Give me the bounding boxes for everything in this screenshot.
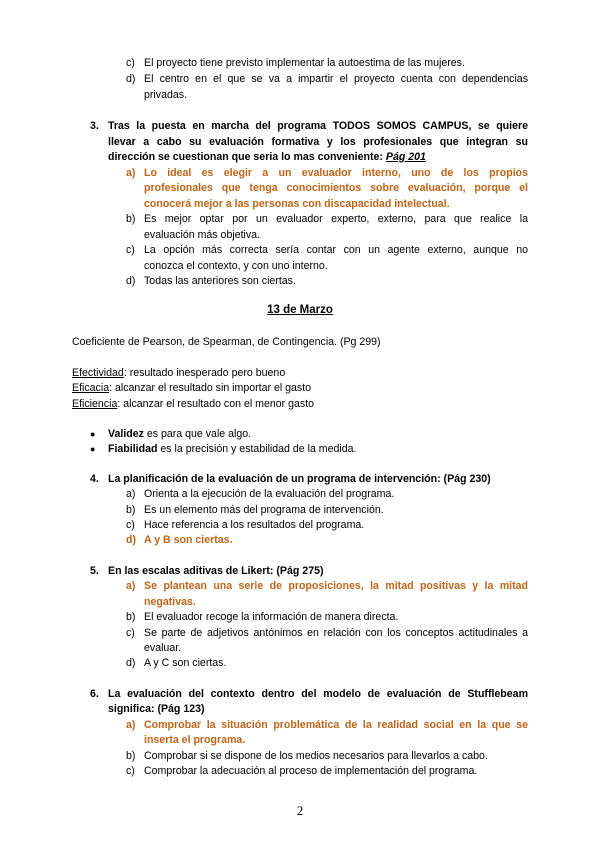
definition-text: : resultado inesperado pero bueno (123, 367, 286, 379)
option-label: a) (126, 488, 136, 500)
option-text: A y B son ciertas. (144, 534, 233, 546)
option-text: conocerá mejor a las personas con discapacidad intelectual. (144, 198, 450, 210)
bullet-item (108, 427, 251, 443)
option-label: d) (126, 657, 136, 669)
option-label: d) (126, 73, 136, 85)
bullet-term: Validez (108, 428, 144, 440)
bullet-icon: ● (90, 429, 96, 439)
option-text: evaluación más objetiva. (144, 229, 261, 241)
question-text (108, 150, 426, 166)
option-text: La opción más correcta sería contar con un agente externo, aunque no (144, 244, 528, 256)
option-text: profesionales que tenga conocimientos sobre evaluación, porque el (144, 182, 528, 194)
section-title: 13 de Marzo (267, 304, 333, 316)
option-label: a) (126, 167, 136, 179)
bullet-item (108, 442, 357, 458)
definition-term: Eficacia (72, 382, 110, 394)
definition-term: Efectividad (72, 367, 124, 379)
definition-row (72, 381, 311, 397)
bullet-text: es la precisión y estabilidad de la medida. (157, 443, 357, 455)
option-label: c) (126, 57, 135, 69)
option-label: d) (126, 275, 136, 287)
definition-text: : alcanzar el resultado con el menor gasto (117, 398, 315, 410)
option-text: Orienta a la ejecución de la evaluación del programa. (144, 488, 395, 500)
option-label: c) (126, 627, 135, 639)
option-text: El centro en el que se va a impartir el proyecto cuenta con dependencias (144, 73, 528, 85)
option-label: b) (126, 750, 136, 762)
option-text: negativas. (144, 596, 196, 608)
option-text: El proyecto tiene previsto implementar la autoestima de las mujeres. (144, 57, 465, 69)
question-number: 5. (90, 565, 99, 577)
option-text: Comprobar si se dispone de los medios necesarios para llevarlos a cabo. (144, 750, 488, 762)
question-number: 4. (90, 473, 99, 485)
page-number: 2 (296, 803, 304, 818)
definition-term: Eficiencia (72, 398, 118, 410)
option-text: privadas. (144, 89, 187, 101)
option-text: Comprobar la situación problemática de la realidad social en la que se (144, 719, 528, 731)
question-text: La evaluación del contexto dentro del modelo de evaluación de Stufflebeam (108, 688, 528, 700)
option-label: b) (126, 213, 136, 225)
bullet-term: Fiabilidad (108, 443, 158, 455)
option-label: c) (126, 765, 135, 777)
option-text: Todas las anteriores son ciertas. (144, 275, 296, 287)
definition-text: : alcanzar el resultado sin importar el gasto (109, 382, 312, 394)
option-label: b) (126, 504, 136, 516)
question-text: La planificación de la evaluación de un programa de intervención: (Pág 230) (108, 473, 491, 485)
option-text: Hace referencia a los resultados del programa. (144, 519, 365, 531)
question-text: llevar a cabo su evaluación formativa y los profesionales que integran su (108, 136, 528, 148)
bullet-icon: ● (90, 444, 96, 454)
question-text-part: dirección se cuestionan que seria lo mas conveniente: (108, 151, 383, 163)
coefficient-note: Coeficiente de Pearson, de Spearman, de Contingencia. (Pg 299) (72, 336, 381, 348)
option-label: d) (126, 534, 136, 546)
definition-row (72, 397, 314, 413)
option-text: Es un elemento más del programa de intervención. (144, 504, 384, 516)
option-text: A y C son ciertas. (144, 657, 227, 669)
option-text: Comprobar la adecuación al proceso de implementación del programa. (144, 765, 478, 777)
option-label: a) (126, 580, 136, 592)
option-text: conozca el contexto, y con uno interno. (144, 260, 328, 272)
question-number: 3. (90, 120, 99, 132)
question-text: En las escalas aditivas de Likert: (Pág 275) (108, 565, 324, 577)
option-label: c) (126, 519, 135, 531)
option-text: Es mejor optar por un evaluador experto, externo, para que realice la (144, 213, 528, 225)
option-text: inserta el programa. (144, 734, 246, 746)
question-text: Tras la puesta en marcha del programa TODOS SOMOS CAMPUS, se quiere (108, 120, 528, 132)
page-reference: Pág 201 (385, 151, 426, 163)
option-label: a) (126, 719, 136, 731)
definition-row (72, 366, 285, 382)
question-text: significa: (Pág 123) (108, 703, 205, 715)
option-text: evaluar. (144, 642, 182, 654)
bullet-text: es para que vale algo. (143, 428, 252, 440)
option-label: c) (126, 244, 135, 256)
question-number: 6. (90, 688, 99, 700)
option-text: Lo ideal es elegir a un evaluador interno, uno de los propios (144, 167, 528, 179)
option-label: b) (126, 611, 136, 623)
option-text: Se parte de adjetivos antónimos en relación con los conceptos actitudinales a (144, 627, 528, 639)
option-text: El evaluador recoge la información de manera directa. (144, 611, 399, 623)
option-text: Se plantean una serie de proposiciones, la mitad positivas y la mitad (144, 580, 528, 592)
